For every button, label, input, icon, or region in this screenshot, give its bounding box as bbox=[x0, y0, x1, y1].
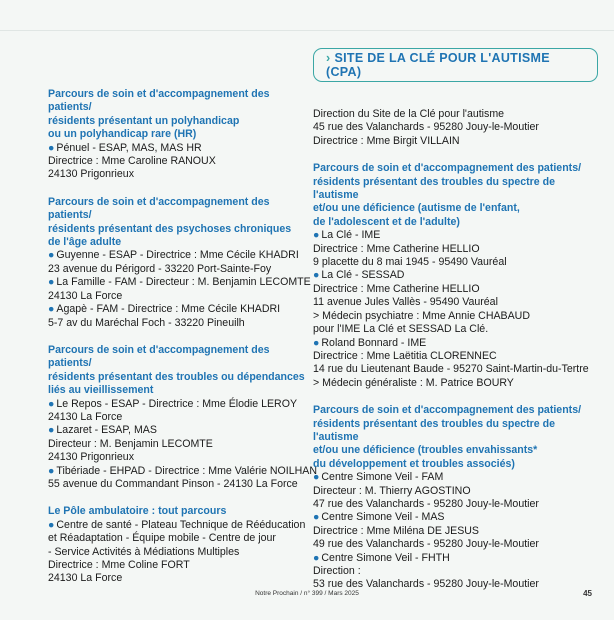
bullet-icon: ● bbox=[48, 276, 55, 289]
section-line bbox=[48, 464, 317, 478]
line-text: Direction : bbox=[313, 565, 361, 577]
section-line bbox=[313, 269, 598, 282]
section-heading: Le Pôle ambulatoire : tout parcours bbox=[48, 505, 227, 518]
section-line bbox=[313, 350, 598, 363]
section-heading: Parcours de soin et d'accompagnement des patients/ bbox=[48, 195, 270, 222]
section-line bbox=[48, 249, 313, 262]
section-line bbox=[313, 310, 598, 323]
chevron-right-icon: › bbox=[326, 51, 331, 65]
bullet-icon: ● bbox=[313, 471, 320, 484]
section-line bbox=[313, 323, 598, 336]
left-column bbox=[48, 88, 317, 600]
section-line bbox=[48, 451, 313, 464]
section bbox=[48, 88, 313, 182]
section-line bbox=[48, 142, 313, 155]
line-text: Directrice : Mme Laëtitia CLORENNEC bbox=[313, 349, 497, 362]
line-text: 23 avenue du Périgord - 33220 Port-Sainte-Foy bbox=[48, 262, 272, 275]
section-line bbox=[313, 471, 598, 484]
section-line bbox=[313, 552, 598, 565]
section-heading: résidents présentant des psychoses chroniques bbox=[48, 222, 292, 235]
section-line bbox=[313, 511, 598, 524]
line-text: Directrice : Mme Miléna DE JESUS bbox=[313, 524, 480, 537]
section-heading: résidents présentant des troubles du spectre de l'autisme bbox=[313, 417, 555, 443]
line-text: 53 rue des Valanchards - 95280 Jouy-le-Moutier bbox=[313, 578, 539, 591]
page-number: 45 bbox=[583, 589, 592, 598]
top-rule bbox=[0, 30, 614, 31]
line-text: Le Repos - ESAP - Directrice : Mme Élodie LEROY bbox=[56, 397, 298, 410]
line-text: 24130 Prigonrieux bbox=[48, 168, 134, 181]
line-text: Direction du Site de la Clé pour l'autisme bbox=[313, 108, 505, 120]
line-text: Directeur : M. Benjamin LECOMTE bbox=[48, 437, 213, 450]
line-text: Guyenne - ESAP - Directrice : Mme Cécile KHADRI bbox=[56, 249, 299, 262]
bullet-icon: ● bbox=[313, 336, 320, 349]
section-heading: résidents présentant des troubles ou dépendances bbox=[48, 370, 305, 383]
section bbox=[48, 343, 317, 491]
section-line bbox=[48, 317, 313, 330]
line-text: et Réadaptation - Équipe mobile - Centre de jour bbox=[48, 532, 276, 545]
line-text: 55 avenue du Commandant Pinson - 24130 La Force bbox=[48, 477, 298, 490]
section-line bbox=[313, 283, 598, 296]
section-line bbox=[48, 532, 313, 545]
section-line bbox=[313, 108, 598, 121]
section-line bbox=[313, 565, 598, 578]
line-text: Agapè - FAM - Directrice : Mme Cécile KHADRI bbox=[56, 303, 281, 316]
section-line bbox=[48, 559, 313, 572]
bullet-icon: ● bbox=[313, 229, 320, 242]
footer: Notre Prochain / n° 399 / Mars 2025 bbox=[255, 590, 359, 597]
section-heading: Parcours de soin et d'accompagnement des patients/ bbox=[313, 162, 582, 175]
section-line bbox=[48, 303, 313, 316]
section-line bbox=[48, 398, 313, 411]
line-text: 11 avenue Jules Vallès - 95490 Vauréal bbox=[313, 296, 498, 309]
section-heading: ou un polyhandicap rare (HR) bbox=[48, 128, 197, 141]
line-text: 24130 La Force bbox=[48, 289, 123, 302]
line-text: Directrice : Mme Caroline RANOUX bbox=[48, 155, 216, 168]
section-line bbox=[313, 538, 598, 551]
right-column bbox=[313, 48, 598, 606]
section-line bbox=[48, 290, 313, 303]
bullet-icon: ● bbox=[48, 303, 55, 316]
line-text: > Médecin généraliste : M. Patrice BOURY bbox=[313, 376, 514, 389]
section-line bbox=[313, 135, 598, 148]
line-text: Centre Simone Veil - MAS bbox=[321, 511, 445, 524]
section-line bbox=[48, 411, 313, 424]
section-line bbox=[313, 337, 598, 350]
bullet-icon: ● bbox=[48, 464, 55, 477]
bullet-icon: ● bbox=[313, 551, 320, 564]
section bbox=[48, 505, 313, 585]
line-text: 5-7 av du Maréchal Foch - 33220 Pineuilh bbox=[48, 316, 245, 329]
line-text: > Médecin psychiatre : Mme Annie CHABAUD bbox=[313, 309, 530, 322]
line-text: - Service Activités à Médiations Multiples bbox=[48, 545, 240, 558]
line-text: 9 placette du 8 mai 1945 - 95490 Vauréal bbox=[313, 256, 507, 269]
section bbox=[313, 108, 598, 148]
section-line bbox=[313, 229, 598, 242]
section-line bbox=[313, 121, 598, 134]
section-heading: et/ou une déficience (autisme de l'enfant, bbox=[313, 202, 520, 215]
section-line bbox=[313, 296, 598, 309]
section-line bbox=[313, 525, 598, 538]
section-heading: de l'âge adulte bbox=[48, 236, 122, 249]
section bbox=[48, 196, 313, 330]
line-text: Tibériade - EHPAD - Directrice : Mme Valérie NOILHAN bbox=[56, 464, 317, 477]
bullet-icon: ● bbox=[48, 141, 55, 154]
line-text: Directeur : M. Thierry AGOSTINO bbox=[313, 484, 471, 497]
section-banner bbox=[313, 48, 598, 82]
section-heading: résidents présentant des troubles du spectre de l'autisme bbox=[313, 175, 555, 202]
section-heading: liés au vieillissement bbox=[48, 384, 154, 397]
section-heading: Parcours de soin et d'accompagnement des patients/ bbox=[48, 88, 270, 114]
line-text: La Clé - IME bbox=[321, 229, 381, 242]
section-line bbox=[48, 478, 313, 491]
section-line bbox=[48, 519, 313, 532]
section-heading: de l'adolescent et de l'adulte) bbox=[313, 215, 460, 228]
line-text: Roland Bonnard - IME bbox=[321, 336, 427, 349]
banner-title: SITE DE LA CLÉ POUR L'AUTISME (CPA) bbox=[326, 51, 550, 79]
line-text: Directrice : Mme Birgit VILLAIN bbox=[313, 134, 460, 147]
section bbox=[313, 162, 598, 390]
section-line bbox=[313, 485, 598, 498]
section-line bbox=[48, 276, 313, 289]
line-text: 14 rue du Lieutenant Baude - 95270 Saint-Martin-du-Tertre bbox=[313, 363, 589, 376]
line-text: 47 rue des Valanchards - 95280 Jouy-le-Moutier bbox=[313, 497, 539, 510]
section-heading: du développement et troubles associés) bbox=[313, 457, 515, 470]
right-sections bbox=[313, 108, 598, 592]
line-text: Centre Simone Veil - FHTH bbox=[321, 551, 450, 564]
section-heading: résidents présentant un polyhandicap bbox=[48, 114, 240, 127]
section-heading: Parcours de soin et d'accompagnement des patients/ bbox=[313, 404, 582, 417]
section-line bbox=[313, 243, 598, 256]
bullet-icon: ● bbox=[48, 397, 55, 410]
line-text: 49 rue des Valanchards - 95280 Jouy-le-Moutier bbox=[313, 538, 539, 551]
line-text: Directrice : Mme Coline FORT bbox=[48, 559, 190, 571]
bullet-icon: ● bbox=[48, 424, 55, 437]
line-text: Lazaret - ESAP, MAS bbox=[56, 424, 157, 437]
line-text: 45 rue des Valanchards - 95280 Jouy-le-Moutier bbox=[313, 121, 539, 134]
line-text: 24130 Prigonrieux bbox=[48, 451, 134, 464]
line-text: La Clé - SESSAD bbox=[321, 269, 405, 282]
section-line bbox=[313, 377, 598, 390]
section-line bbox=[48, 572, 313, 585]
section-line bbox=[48, 155, 313, 168]
section-line bbox=[313, 363, 598, 376]
section-line bbox=[48, 546, 313, 559]
bullet-icon: ● bbox=[313, 269, 320, 282]
line-text: La Famille - FAM - Directeur : M. Benjamin LECOMTE bbox=[56, 276, 311, 289]
section-heading: Parcours de soin et d'accompagnement des patients/ bbox=[48, 343, 270, 370]
bullet-icon: ● bbox=[48, 518, 55, 531]
section bbox=[313, 404, 598, 592]
line-text: pour l'IME La Clé et SESSAD La Clé. bbox=[313, 323, 489, 336]
line-text: 24130 La Force bbox=[48, 572, 123, 585]
line-text: 24130 La Force bbox=[48, 410, 123, 423]
line-text: Directrice : Mme Catherine HELLIO bbox=[313, 242, 480, 255]
bullet-icon: ● bbox=[48, 249, 55, 262]
line-text: Directrice : Mme Catherine HELLIO bbox=[313, 282, 480, 295]
section-line bbox=[48, 263, 313, 276]
section-line bbox=[313, 498, 598, 511]
bullet-icon: ● bbox=[313, 511, 320, 524]
section-line bbox=[48, 424, 313, 437]
section-line bbox=[48, 438, 313, 451]
section-heading: et/ou une déficience (troubles envahissants* bbox=[313, 444, 538, 457]
section-line bbox=[48, 168, 313, 181]
line-text: Centre de santé - Plateau Technique de Rééducation bbox=[56, 518, 306, 531]
line-text: Pénuel - ESAP, MAS, MAS HR bbox=[56, 141, 202, 154]
section-line bbox=[313, 256, 598, 269]
line-text: Centre Simone Veil - FAM bbox=[321, 471, 444, 484]
